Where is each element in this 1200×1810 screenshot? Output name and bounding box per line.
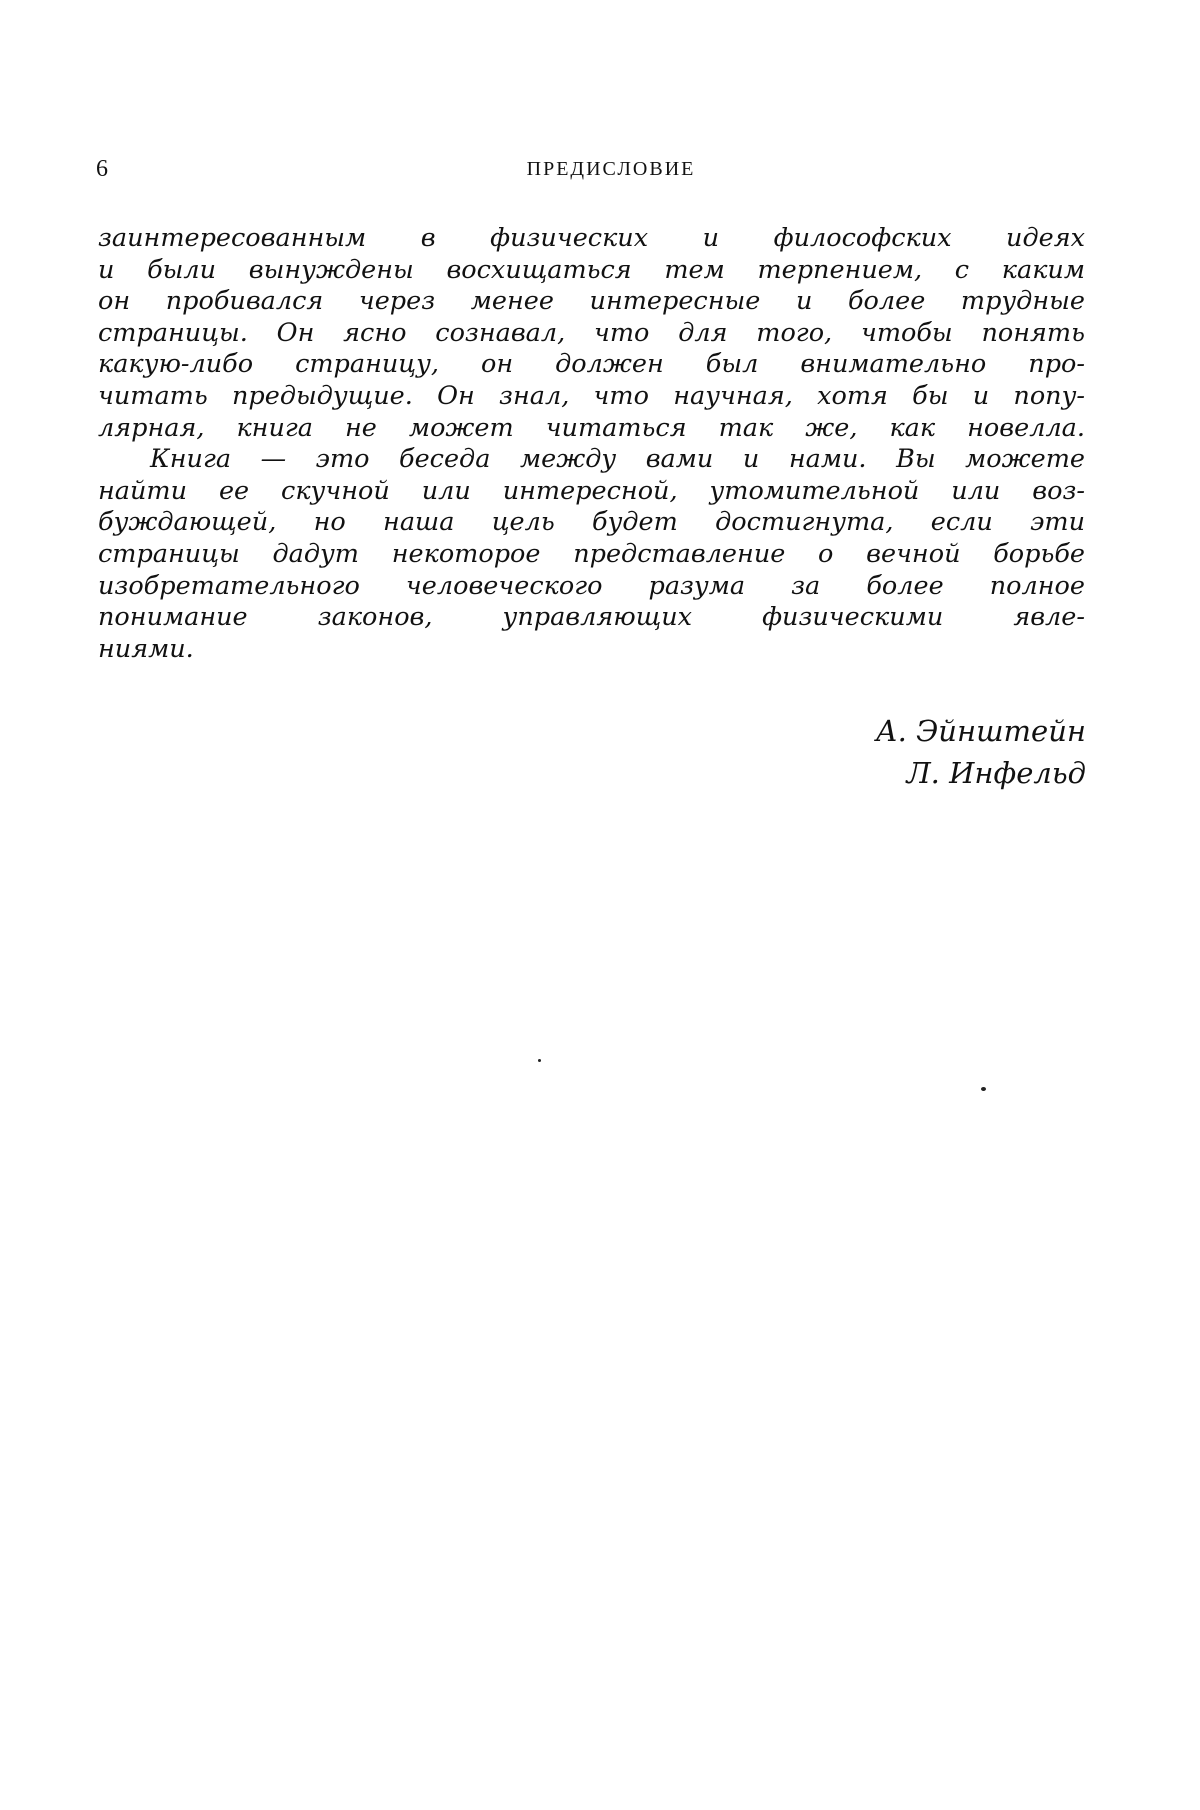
text-line: лярная, книга не может читаться так же, как новелла. xyxy=(98,412,1085,443)
print-speck xyxy=(981,1087,986,1091)
text-line: найти ее скучной или интересной, утомительной или воз- xyxy=(98,475,1085,506)
text-line: понимание законов, управляющих физическими явле- xyxy=(98,602,1085,633)
text-line: ниями. xyxy=(98,633,194,664)
signature-infeld: Л. Инфельд xyxy=(906,756,1086,790)
text-line: страницы. Он ясно сознавал, что для того, чтобы понять xyxy=(98,317,1085,348)
text-line: Книга — это беседа между вами и нами. Вы можете xyxy=(150,444,1085,475)
signature-einstein: А. Эйнштейн xyxy=(875,714,1086,748)
text-line: буждающей, но наша цель будет достигнута, если эти xyxy=(98,507,1085,538)
text-line: страницы дадут некоторое представление о вечной борьбе xyxy=(98,538,1085,569)
text-line: он пробивался через менее интересные и более трудные xyxy=(98,286,1085,317)
text-line: изобретательного человеческого разума за более полное xyxy=(98,570,1085,601)
print-speck xyxy=(538,1059,541,1062)
running-head xyxy=(96,156,1086,186)
signatures xyxy=(876,710,1086,794)
text-line: заинтересованным в физических и философских идеях xyxy=(98,223,1085,253)
text-line: какую-либо страницу, он должен был внимательно про- xyxy=(98,349,1085,380)
section-title: ПРЕДИСЛОВИЕ xyxy=(526,158,696,180)
body-text xyxy=(98,223,1085,665)
text-line: читать предыдущие. Он знал, что научная, хотя бы и попу- xyxy=(98,380,1085,411)
text-line: и были вынуждены восхищаться тем терпением, с каким xyxy=(98,254,1085,285)
page-number: 6 xyxy=(96,156,108,182)
